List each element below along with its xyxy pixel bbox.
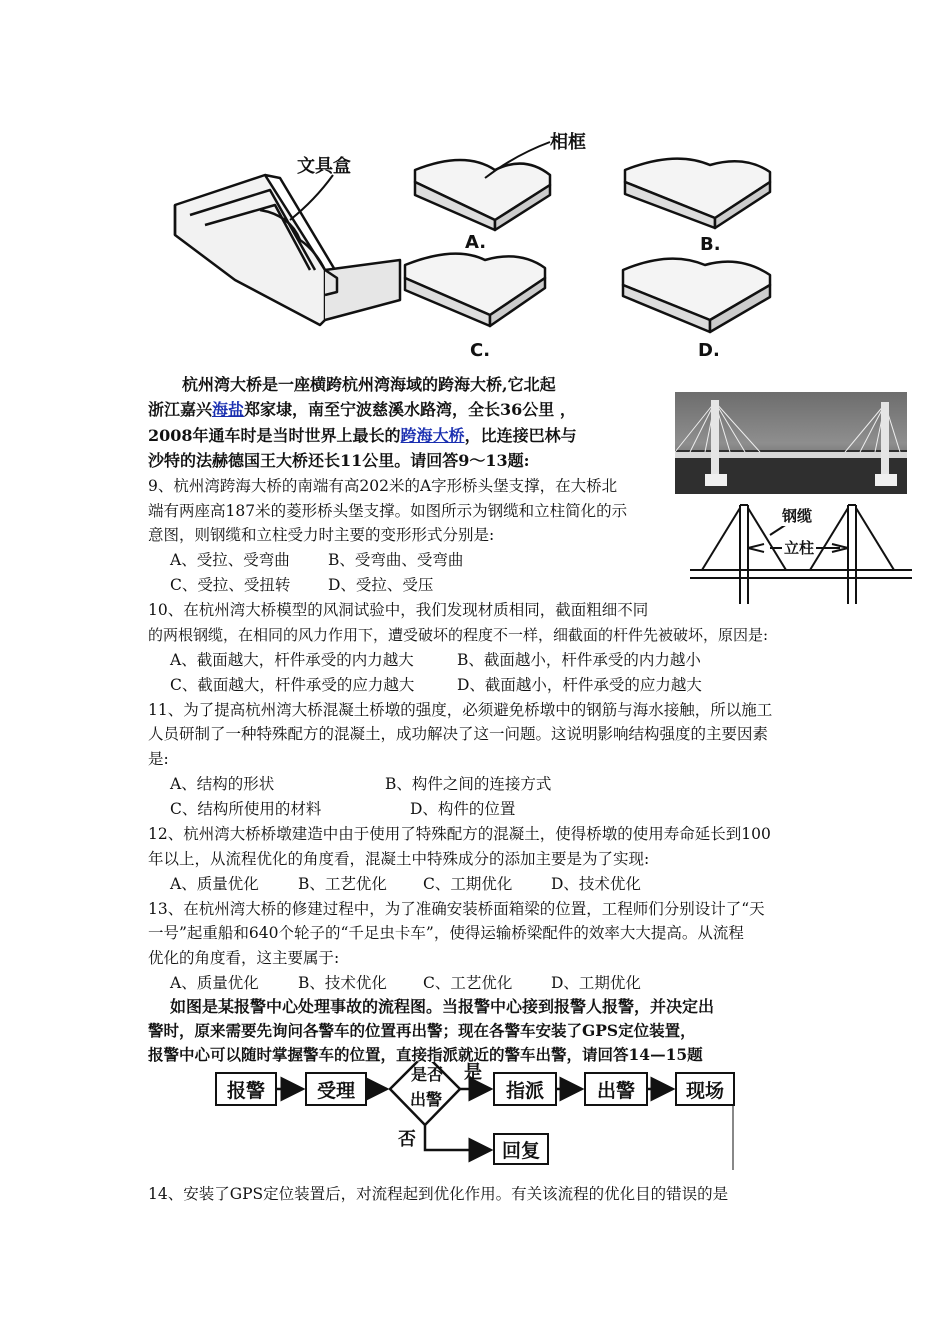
q12-line-2: 年以上，从流程优化的角度看，混凝土中特殊成分的添加主要是为了实现: [148, 850, 650, 868]
intro-line-2 [148, 398, 576, 422]
bridge-photo [675, 392, 907, 494]
q11-option-d: D、构件的位置 [410, 800, 516, 818]
flow-decision-line-1: 是否 [411, 1065, 444, 1084]
q13-option-d: D、工期优化 [551, 974, 641, 992]
link-haiyan[interactable]: 海盐 [212, 400, 245, 419]
link-sea-bridge[interactable]: 跨海大桥 [400, 426, 465, 445]
label-stationery-box: 文具盒 [297, 156, 351, 177]
q13-option-b: B、技术优化 [298, 974, 387, 992]
q10-line-2: 的两根钢缆，在相同的风力作用下，遭受破坏的程度不一样，细截面的杆件先被破坏，原因是: [148, 626, 769, 644]
flow-reply-box: 回复 [493, 1133, 549, 1165]
q13-line-2: 一号”起重船和640个轮子的“千足虫卡车”，使得运输桥梁配件的效率大大提高。从流程 [148, 924, 744, 942]
q9-option-d: D、受拉、受压 [328, 576, 434, 594]
q12-option-c: C、工期优化 [423, 875, 513, 893]
q11-option-c: C、结构所使用的材料 [170, 800, 322, 818]
q9-option-b: B、受弯曲、受弯曲 [328, 551, 464, 569]
q10-option-b: B、截面越小，杆件承受的内力越小 [457, 651, 701, 669]
q9-option-a: A、受拉、受弯曲 [170, 551, 290, 569]
flow-assign-box: 指派 [493, 1072, 557, 1106]
flow-yes-label: 是 [464, 1062, 482, 1083]
q13-option-a: A、质量优化 [170, 974, 259, 992]
police-intro-line-2: 警时，原来需要先询问各警车的位置再出警；现在各警车安装了GPS定位装置， [148, 1021, 696, 1040]
intro-line-3-a: 2008年通车时是当时世界上最长的 [148, 426, 401, 445]
q10-option-a: A、截面越大，杆件承受的内力越大 [170, 651, 414, 669]
q9-line-2: 端有两座高187米的菱形桥头堡支撑。如图所示为钢缆和立柱简化的示 [148, 502, 628, 520]
q9-option-c: C、受拉、受扭转 [170, 576, 291, 594]
intro-line-1: 杭州湾大桥是一座横跨杭州湾海域的跨海大桥,它北起 [182, 375, 556, 394]
q12-option-a: A、质量优化 [170, 875, 259, 893]
flow-dispatch-box: 出警 [584, 1072, 648, 1106]
q11-line-1: 11、为了提高杭州湾大桥混凝土桥墩的强度，必须避免桥墩中的钢筋与海水接触，所以施工 [148, 701, 773, 719]
q11-option-b: B、构件之间的连接方式 [385, 775, 552, 793]
q13-line-3: 优化的角度看，这主要属于: [148, 949, 340, 967]
intro-line-2-a: 浙江嘉兴 [148, 400, 213, 419]
police-intro-line-3: 报警中心可以随时掌握警车的位置，直接指派就近的警车出警，请回答14—15题 [148, 1045, 703, 1064]
q10-option-d: D、截面越小，杆件承受的应力越大 [457, 676, 702, 694]
q9-line-3: 意图，则钢缆和立柱受力时主要的变形形式分别是: [148, 526, 495, 544]
intro-line-4: 沙特的法赫德国王大桥还长11公里。请回答9～13题: [148, 451, 530, 470]
option-b-label: B. [700, 234, 721, 255]
flow-scene-box: 现场 [675, 1072, 735, 1106]
option-d-label: D. [698, 340, 720, 361]
q9-line-1: 9、杭州湾跨海大桥的南端有高202米的A字形桥头堡支撑，在大桥北 [148, 477, 618, 495]
q11-option-a: A、结构的形状 [170, 775, 275, 793]
q10-option-c: C、截面越大，杆件承受的应力越大 [170, 676, 415, 694]
q11-line-2: 人员研制了一种特殊配方的混凝土，成功解决了这一问题。这说明影响结构强度的主要因素 [148, 725, 769, 743]
q14-line-1: 14、安装了GPS定位装置后，对流程起到优化作用。有关该流程的优化目的错误的是 [148, 1185, 729, 1203]
option-a-label: A. [465, 232, 487, 253]
flow-report-box: 报警 [215, 1072, 277, 1106]
q13-option-c: C、工艺优化 [423, 974, 513, 992]
police-intro-line-1: 如图是某报警中心处理事故的流程图。当报警中心接到报警人报警，并决定出 [170, 997, 715, 1016]
q11-line-3: 是: [148, 750, 169, 768]
flow-accept-box: 受理 [305, 1072, 367, 1106]
intro-line-3 [148, 424, 577, 448]
q13-line-1: 13、在杭州湾大桥的修建过程中，为了准确安装桥面箱梁的位置，工程师们分别设计了“天 [148, 900, 765, 918]
q12-line-1: 12、杭州湾大桥桥墩建造中由于使用了特殊配方的混凝土，使得桥墩的使用寿命延长到100 [148, 825, 771, 843]
bridge-photo-drawing [675, 392, 907, 494]
flow-decision-line-2: 出警 [410, 1090, 443, 1109]
label-photo-frame: 相框 [550, 132, 586, 153]
q12-option-d: D、技术优化 [551, 875, 641, 893]
flow-no-label: 否 [398, 1129, 416, 1150]
q12-option-b: B、工艺优化 [298, 875, 387, 893]
q10-line-1: 10、在杭州湾大桥模型的风洞试验中，我们发现材质相同，截面粗细不同 [148, 601, 649, 619]
diagram-label-cable: 钢缆 [782, 507, 813, 525]
intro-line-2-b: 郑家埭，南至宁波慈溪水路湾，全长36公里 ， [244, 400, 576, 419]
option-c-label: C. [470, 340, 491, 361]
intro-line-3-b: ，比连接巴林与 [464, 426, 577, 445]
diagram-label-pillar: 立柱 [784, 539, 815, 557]
